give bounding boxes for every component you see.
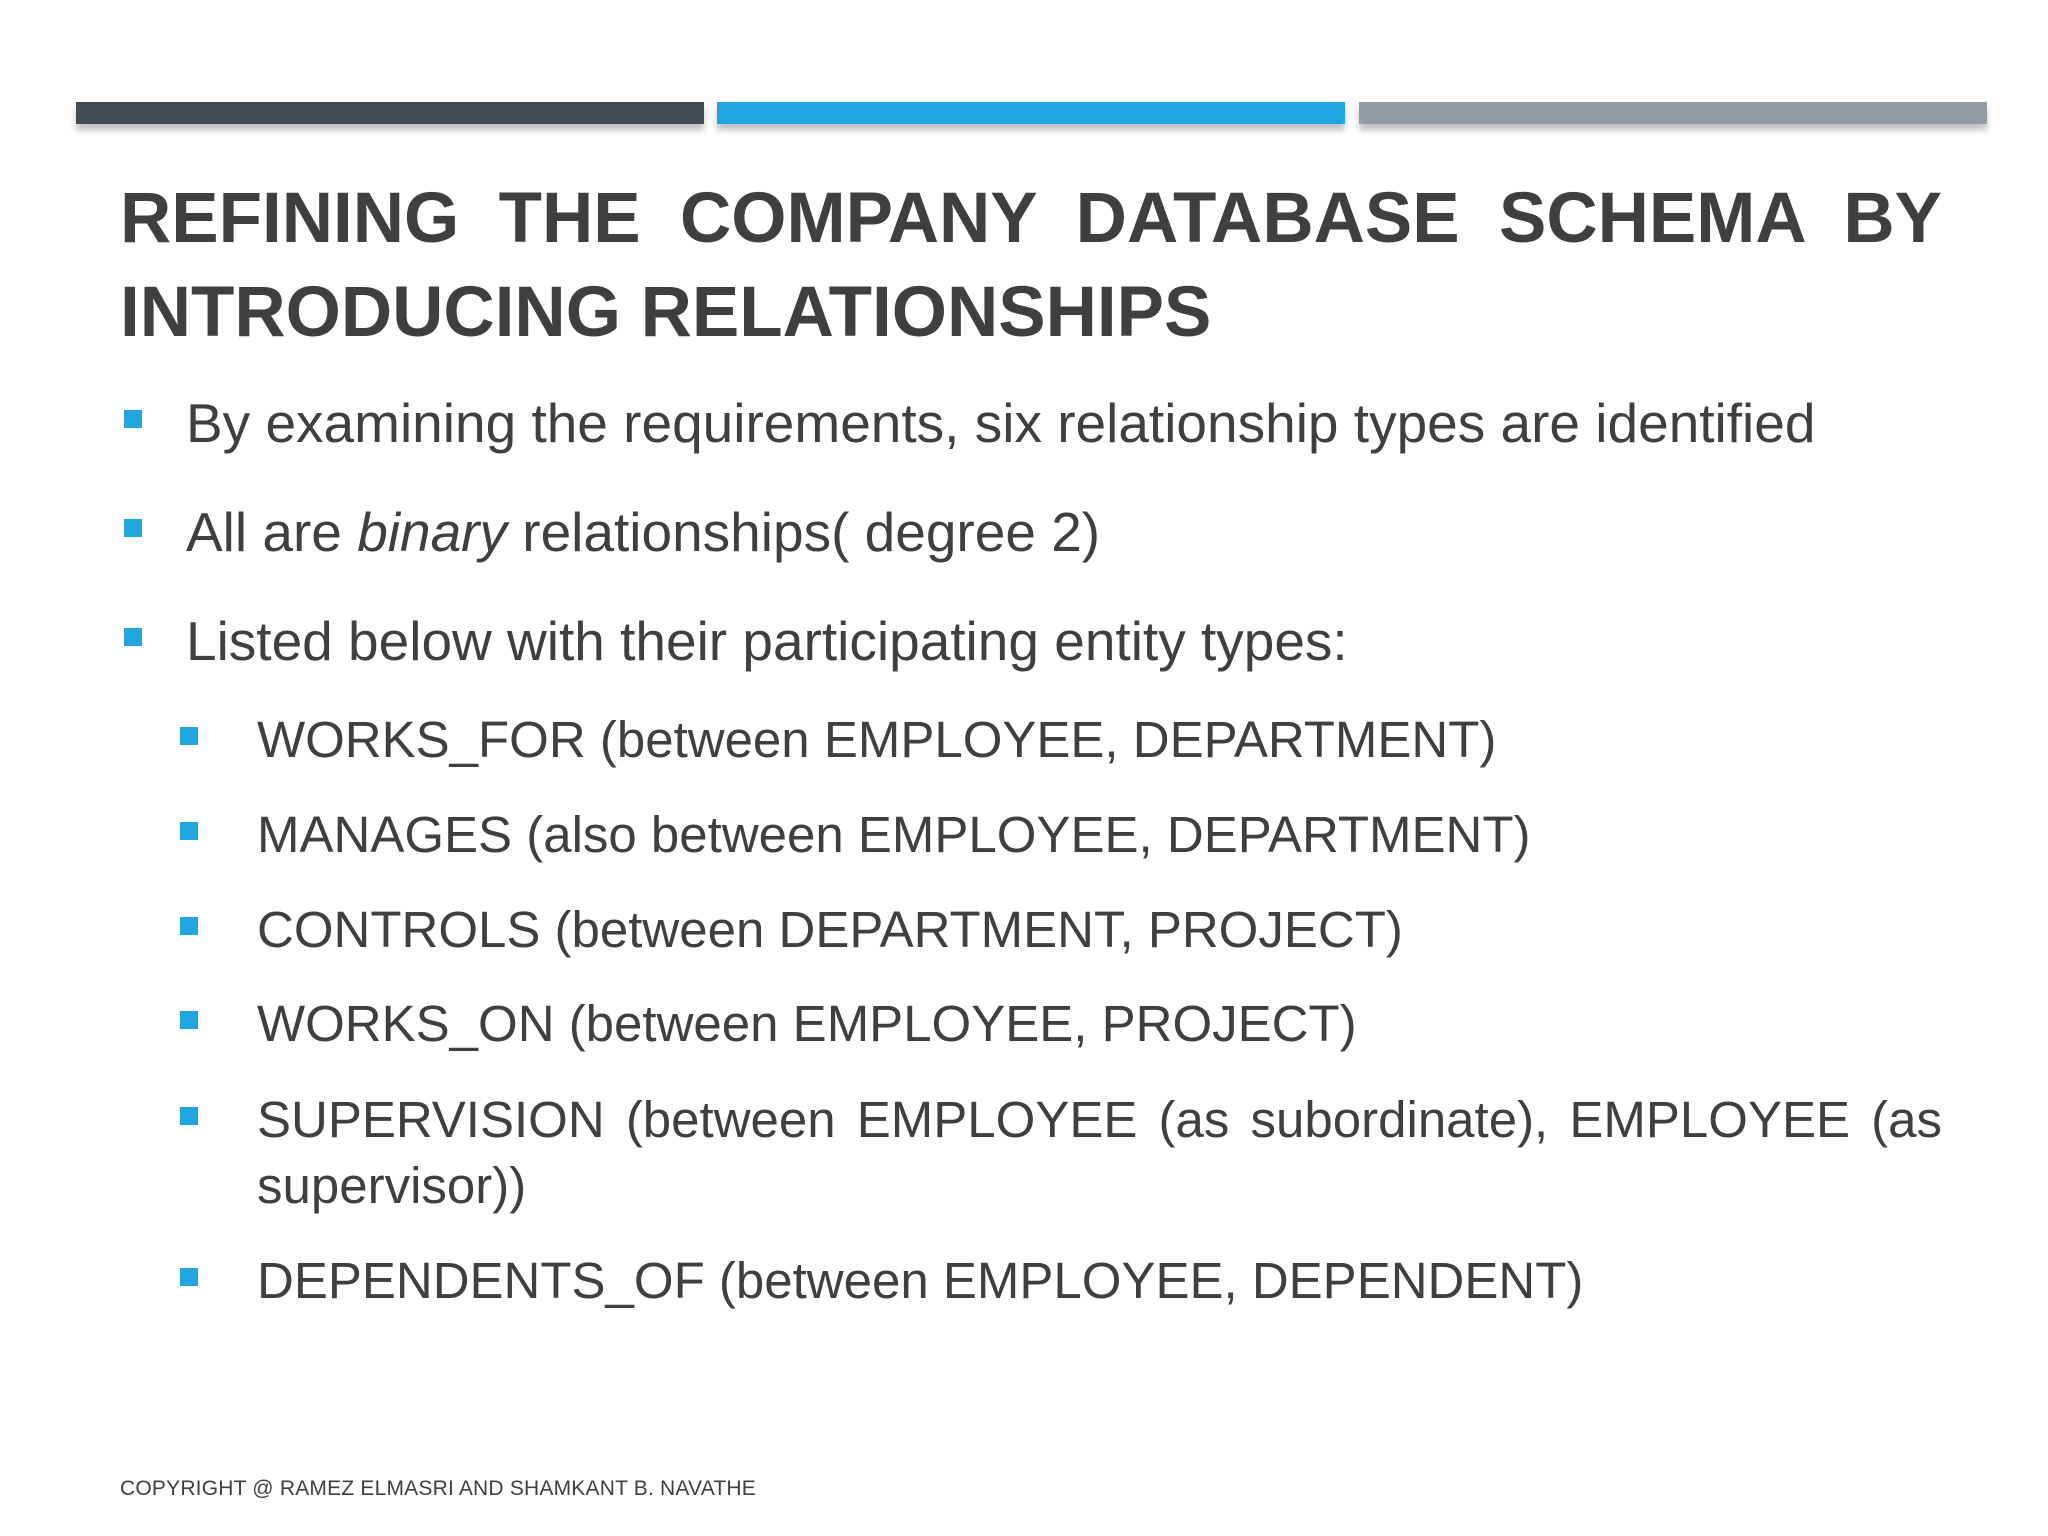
sub-bullet-text: DEPENDENTS_OF (between EMPLOYEE, DEPENDENT) xyxy=(257,1252,1584,1309)
sub-bullet-item xyxy=(257,1087,1942,1219)
square-bullet-icon xyxy=(124,519,142,537)
square-bullet-icon xyxy=(180,727,198,745)
bullet-text: By examining the requirements, six relationship types are identified xyxy=(186,392,1816,454)
square-bullet-icon xyxy=(180,1011,198,1029)
sub-bullet-item xyxy=(257,707,1942,773)
sub-bullet-text: CONTROLS (between DEPARTMENT, PROJECT) xyxy=(257,901,1403,958)
sub-bullet-text: SUPERVISION (between EMPLOYEE (as subordinate), EMPLOYEE (as supervisor)) xyxy=(257,1091,1942,1214)
sub-bullet-item xyxy=(257,1248,1942,1314)
square-bullet-icon xyxy=(180,822,198,840)
slide-title: REFINING THE COMPANY DATABASE SCHEMA BY INTRODUCING RELATIONSHIPS xyxy=(120,179,1942,352)
bullet-text-italic: binary xyxy=(357,501,507,563)
sub-bullet-item xyxy=(257,991,1942,1057)
sub-bullet-text: WORKS_ON (between EMPLOYEE, PROJECT) xyxy=(257,995,1357,1052)
sub-bullet-text: MANAGES (also between EMPLOYEE, DEPARTMENT) xyxy=(257,806,1531,863)
square-bullet-icon xyxy=(180,917,198,935)
bullet-item xyxy=(186,499,1946,565)
bullet-item xyxy=(186,608,1946,674)
sub-bullet-item xyxy=(257,897,1942,963)
copyright-footer: COPYRIGHT @ RAMEZ ELMASRI AND SHAMKANT B. NAVATHE xyxy=(120,1477,756,1500)
bullet-text: Listed below with their participating entity types: xyxy=(186,610,1348,672)
square-bullet-icon xyxy=(124,410,142,428)
bullet-text-pre: All are xyxy=(186,501,358,563)
sub-bullet-text: WORKS_FOR (between EMPLOYEE, DEPARTMENT) xyxy=(257,711,1497,768)
bullet-text-post: relationships( degree 2) xyxy=(507,501,1101,563)
square-bullet-icon xyxy=(124,628,142,646)
square-bullet-icon xyxy=(180,1107,198,1125)
square-bullet-icon xyxy=(180,1268,198,1286)
sub-bullet-item xyxy=(257,802,1942,868)
bullet-item xyxy=(186,390,1946,456)
